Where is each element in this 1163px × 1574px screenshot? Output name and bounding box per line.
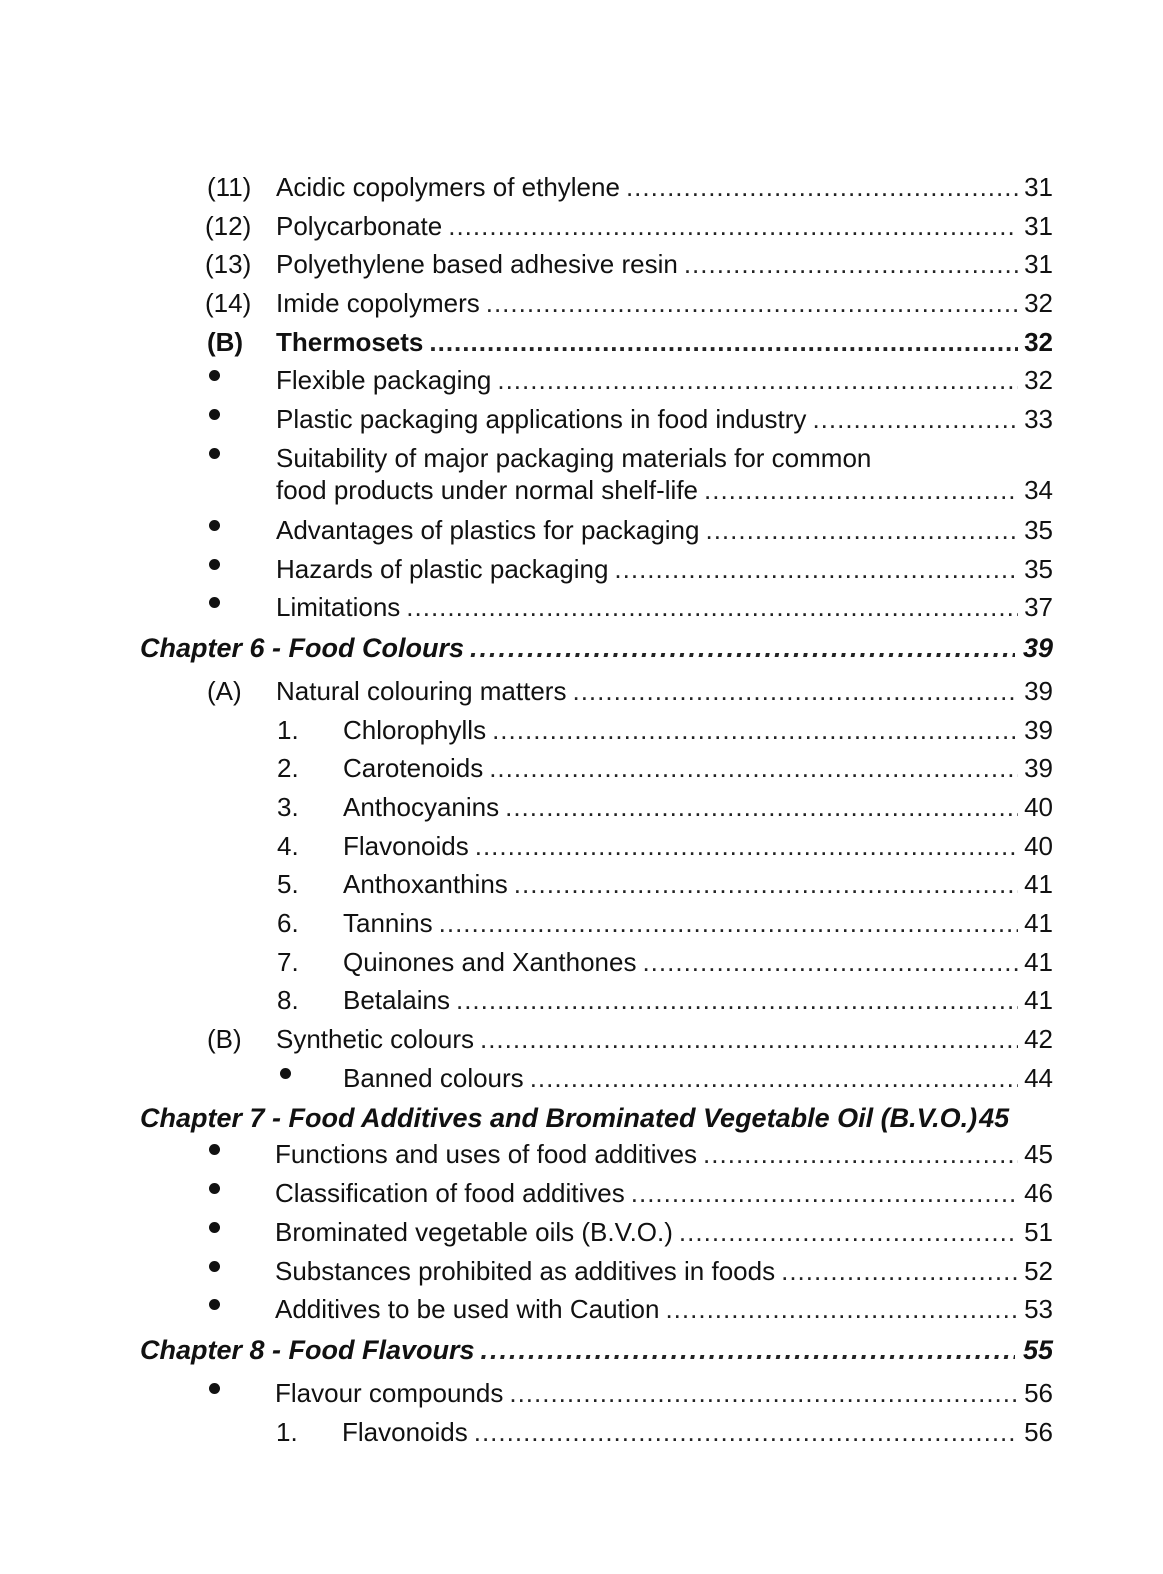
dot-leader	[812, 404, 1018, 435]
dot-leader	[665, 1294, 1018, 1325]
entry-title[interactable]: Anthocyanins	[343, 791, 500, 822]
entry-title[interactable]: Flexible packaging	[276, 365, 492, 396]
entry-letter: (B)	[207, 1024, 242, 1055]
page-number: 53	[1024, 1294, 1053, 1325]
bullet-icon	[209, 559, 220, 570]
bullet-icon	[280, 1068, 291, 1079]
toc-entry	[0, 711, 1163, 750]
entry-letter: (B)	[207, 326, 244, 357]
toc-entry	[0, 550, 1163, 589]
page-number: 35	[1024, 553, 1053, 584]
entry-title[interactable]: Advantages of plastics for packaging	[276, 514, 700, 545]
page-number: 39	[1024, 714, 1053, 745]
page-number: 35	[1024, 514, 1053, 545]
dot-leader	[626, 172, 1018, 203]
entry-title[interactable]: Flavour compounds	[275, 1377, 504, 1408]
entry-title[interactable]: Imide copolymers	[276, 288, 480, 319]
toc-entry	[0, 1290, 1163, 1329]
entry-title[interactable]: Tannins	[343, 908, 433, 938]
page-number: 41	[1024, 946, 1053, 977]
dot-leader	[470, 633, 1015, 664]
page-number: 44	[1024, 1062, 1053, 1093]
entry-letter: (A)	[207, 675, 242, 706]
dot-leader	[705, 515, 1018, 546]
entry-title[interactable]: Flavonoids	[342, 1416, 468, 1447]
bullet-icon	[209, 448, 220, 459]
dot-leader	[704, 475, 1018, 506]
bullet-icon	[209, 520, 220, 531]
chapter-title[interactable]: Chapter 8 - Food Flavours	[140, 1334, 475, 1365]
page-number: 40	[1024, 830, 1053, 861]
entry-number: (13)	[205, 249, 252, 280]
toc-entry	[0, 943, 1163, 982]
entry-number: 2.	[277, 753, 299, 784]
entry-number: 3.	[277, 791, 299, 822]
dot-leader	[572, 676, 1018, 707]
entry-title[interactable]: Quinones and Xanthones	[343, 946, 637, 977]
bullet-icon	[209, 597, 220, 608]
entry-title[interactable]: Anthoxanthins	[343, 869, 508, 900]
dot-leader	[475, 831, 1018, 862]
entry-number: (12)	[205, 210, 252, 241]
toc-entry	[0, 439, 1163, 511]
chapter-heading	[0, 627, 1163, 672]
entry-title[interactable]: Banned colours	[343, 1062, 524, 1093]
entry-number: (14)	[205, 288, 252, 319]
entry-title[interactable]: Natural colouring matters	[276, 675, 567, 706]
bullet-icon	[209, 1222, 220, 1233]
toc-entry	[0, 1020, 1163, 1059]
entry-number: 6.	[277, 908, 299, 938]
toc-entry	[0, 1252, 1163, 1291]
page-number: 39	[1024, 675, 1053, 706]
page-number: 41	[1024, 869, 1053, 900]
entry-title[interactable]: Polyethylene based adhesive resin	[276, 249, 678, 280]
dot-leader	[497, 365, 1018, 396]
page-number: 34	[1024, 474, 1053, 505]
toc-entry	[0, 207, 1163, 246]
entry-title-line-2[interactable]: food products under normal shelf-life	[276, 474, 699, 505]
entry-title[interactable]: Hazards of plastic packaging	[276, 553, 609, 584]
dot-leader	[486, 288, 1018, 319]
dot-leader	[448, 211, 1018, 242]
entry-title-line-1[interactable]: Suitability of major packaging materials for common	[276, 442, 872, 473]
page-number: 45	[1024, 1139, 1053, 1170]
dot-leader	[481, 1335, 1015, 1366]
entry-number: 4.	[277, 830, 299, 861]
page-number: 31	[1024, 172, 1053, 202]
entry-number: (11)	[207, 172, 252, 202]
toc-entry	[0, 1174, 1163, 1213]
page-number: 45	[979, 1103, 1010, 1134]
page-number: 40	[1024, 791, 1053, 822]
dot-leader	[509, 1378, 1018, 1409]
page-number: 32	[1024, 326, 1053, 357]
page-number: 37	[1024, 592, 1053, 623]
dot-leader	[489, 753, 1018, 784]
toc-entry	[0, 788, 1163, 827]
dot-leader	[703, 1139, 1018, 1170]
entry-number: 5.	[277, 869, 299, 900]
toc-entry	[0, 400, 1163, 439]
toc-entry	[0, 1213, 1163, 1252]
toc-entry	[0, 1374, 1163, 1413]
page-number: 52	[1024, 1255, 1053, 1286]
page-number: 56	[1024, 1377, 1053, 1408]
entry-title[interactable]: Brominated vegetable oils (B.V.O.)	[275, 1216, 673, 1247]
toc-entry	[0, 361, 1163, 400]
bullet-icon	[209, 1299, 220, 1310]
dot-leader	[492, 715, 1018, 746]
toc-entry	[0, 827, 1163, 866]
page-number: 39	[1024, 753, 1053, 784]
toc-entry	[0, 588, 1163, 627]
dot-leader	[474, 1417, 1018, 1448]
dot-leader	[631, 1178, 1018, 1209]
toc-entry	[0, 749, 1163, 788]
dot-leader	[505, 792, 1018, 823]
chapter-heading	[0, 1097, 1163, 1135]
dot-leader	[514, 869, 1018, 900]
toc-entry	[0, 284, 1163, 323]
toc-entry	[0, 168, 1163, 207]
page-number: 46	[1024, 1178, 1053, 1209]
bullet-icon	[209, 1183, 220, 1194]
bullet-icon	[209, 1383, 220, 1394]
entry-title[interactable]: Functions and uses of food additives	[275, 1139, 698, 1170]
entry-title[interactable]: Flavonoids	[343, 830, 469, 861]
toc-entry	[0, 323, 1163, 362]
entry-title[interactable]: Chlorophylls	[343, 714, 487, 745]
toc-entry	[0, 1135, 1163, 1174]
table-of-contents	[0, 168, 1163, 1451]
entry-number: 1.	[276, 1416, 298, 1447]
entry-title[interactable]: Classification of food additives	[275, 1178, 625, 1209]
toc-entry	[0, 981, 1163, 1020]
entry-title[interactable]: Additives to be used with Caution	[275, 1294, 660, 1325]
page-number: 41	[1024, 908, 1053, 938]
bullet-icon	[209, 370, 220, 381]
page-number: 55	[1022, 1334, 1053, 1365]
toc-entry	[0, 245, 1163, 284]
chapter-heading	[0, 1329, 1163, 1374]
dot-leader	[642, 947, 1018, 978]
toc-entry	[0, 511, 1163, 550]
toc-entry	[0, 1059, 1163, 1098]
dot-leader	[406, 592, 1018, 623]
toc-entry	[0, 904, 1163, 943]
page-number: 33	[1024, 404, 1053, 435]
chapter-title[interactable]: Chapter 6 - Food Colours	[140, 632, 464, 663]
entry-title[interactable]: Plastic packaging applications in food industry	[276, 404, 807, 435]
entry-number: 8.	[277, 985, 299, 1016]
dot-leader	[781, 1256, 1018, 1287]
bullet-icon	[209, 409, 220, 420]
dot-leader	[439, 908, 1018, 939]
bullet-icon	[209, 1261, 220, 1272]
dot-leader	[679, 1217, 1018, 1248]
page-number: 56	[1024, 1416, 1053, 1447]
entry-number: 1.	[277, 714, 299, 745]
page-number: 31	[1024, 210, 1053, 241]
entry-title[interactable]: Carotenoids	[343, 753, 484, 784]
page-number: 31	[1024, 249, 1053, 280]
dot-leader	[684, 249, 1018, 280]
entry-title[interactable]: Acidic copolymers of ethylene	[276, 172, 620, 202]
entry-title[interactable]: Betalains	[343, 985, 450, 1016]
toc-entry	[0, 865, 1163, 904]
entry-title[interactable]: Synthetic colours	[276, 1024, 474, 1055]
dot-leader	[456, 985, 1018, 1016]
page-number: 39	[1022, 632, 1053, 663]
dot-leader	[530, 1063, 1018, 1094]
dot-leader	[429, 327, 1018, 358]
entry-number: 7.	[277, 946, 299, 977]
toc-entry	[0, 1413, 1163, 1452]
page-number: 51	[1024, 1216, 1053, 1247]
page-number: 32	[1024, 288, 1053, 319]
dot-leader	[614, 554, 1018, 585]
toc-entry	[0, 672, 1163, 711]
entry-title[interactable]: Thermosets	[276, 326, 424, 357]
page-number: 42	[1024, 1024, 1053, 1055]
entry-title[interactable]: Limitations	[276, 592, 401, 623]
page-number: 41	[1024, 985, 1053, 1016]
chapter-title[interactable]: Chapter 7 - Food Additives and Brominated Vegetable Oil (B.V.O.)	[140, 1103, 978, 1134]
page-number: 32	[1024, 365, 1053, 396]
dot-leader	[480, 1024, 1018, 1055]
bullet-icon	[209, 1144, 220, 1155]
entry-title[interactable]: Substances prohibited as additives in foods	[275, 1255, 776, 1286]
entry-title[interactable]: Polycarbonate	[276, 210, 443, 241]
